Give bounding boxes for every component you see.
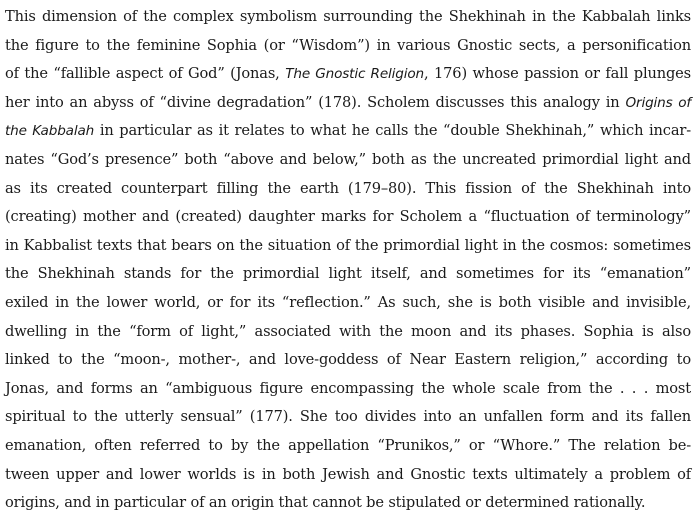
text-line-16	[5, 432, 691, 461]
text-run: as its created counterpart filling the earth (179–80). This fission of the Shekhinah into	[5, 179, 691, 197]
text-line-1	[5, 3, 691, 32]
text-run: dwelling in the “form of light,” associated with the moon and its phases. Sophia is also	[5, 322, 691, 340]
text-line-17	[5, 461, 691, 490]
text-run: emanation, often referred to by the appellation “Prunikos,” or “Whore.” The relation be-	[5, 436, 691, 454]
text-line-11	[5, 289, 691, 318]
text-run: (creating) mother and (created) daughter marks for Scholem a “fluctuation of terminology”	[5, 208, 691, 226]
text-run: in particular as it relates to what he calls the “double Shekhinah,” which incar-	[94, 122, 691, 140]
text-line-14	[5, 375, 691, 404]
text-run: spiritual to the utterly sensual” (177). She too divides into an unfallen form and its fallen	[5, 408, 691, 426]
text-line-4	[5, 89, 691, 118]
text-line-9	[5, 232, 691, 261]
text-run: origins, and in particular of an origin that cannot be stipulated or determined rationally.	[5, 494, 646, 512]
text-line-2	[5, 32, 691, 61]
text-run: This dimension of the complex symbolism surrounding the Shekhinah in the Kabbalah links	[5, 8, 691, 25]
text-line-12	[5, 318, 691, 347]
text-run: , 176) whose passion or fall plunges	[424, 65, 691, 83]
text-run: linked to the “moon-, mother-, and love-goddess of Near Eastern religion,” according to	[5, 351, 691, 369]
text-run: Jonas, and forms an “ambiguous figure encompassing the whole scale from the . . . most	[5, 379, 691, 397]
text-line-3	[5, 60, 691, 89]
text-run: of the “fallible aspect of God” (Jonas,	[5, 65, 286, 83]
text-run: the Shekhinah stands for the primordial light itself, and sometimes for its “emanation”	[5, 265, 691, 283]
book-title-italic: Origins of	[625, 94, 691, 111]
body-paragraph	[5, 3, 691, 518]
text-line-5	[5, 117, 691, 146]
text-run: in Kabbalist texts that bears on the situation of the primordial light in the cosmos: sometimes	[5, 236, 691, 254]
text-run: exiled in the lower world, or for its “reflection.” As such, she is both visible and invisible,	[5, 293, 691, 311]
text-line-15	[5, 403, 691, 432]
book-title-italic: the Kabbalah	[5, 123, 95, 140]
text-line-13	[5, 346, 691, 375]
text-run: her into an abyss of “divine degradation” (178). Scholem discusses this analogy in	[5, 93, 626, 111]
text-line-6	[5, 146, 691, 175]
book-title-italic: The Gnostic Religion	[285, 66, 425, 83]
text-run: nates “God’s presence” both “above and below,” both as the uncreated primordial light and	[5, 150, 691, 168]
text-line-7	[5, 175, 691, 204]
text-run: the figure to the feminine Sophia (or “Wisdom”) in various Gnostic sects, a personification	[5, 36, 691, 54]
text-line-18	[5, 489, 691, 518]
text-run: tween upper and lower worlds is in both Jewish and Gnostic texts ultimately a problem of	[5, 465, 691, 483]
text-line-10	[5, 260, 691, 289]
text-line-8	[5, 203, 691, 232]
